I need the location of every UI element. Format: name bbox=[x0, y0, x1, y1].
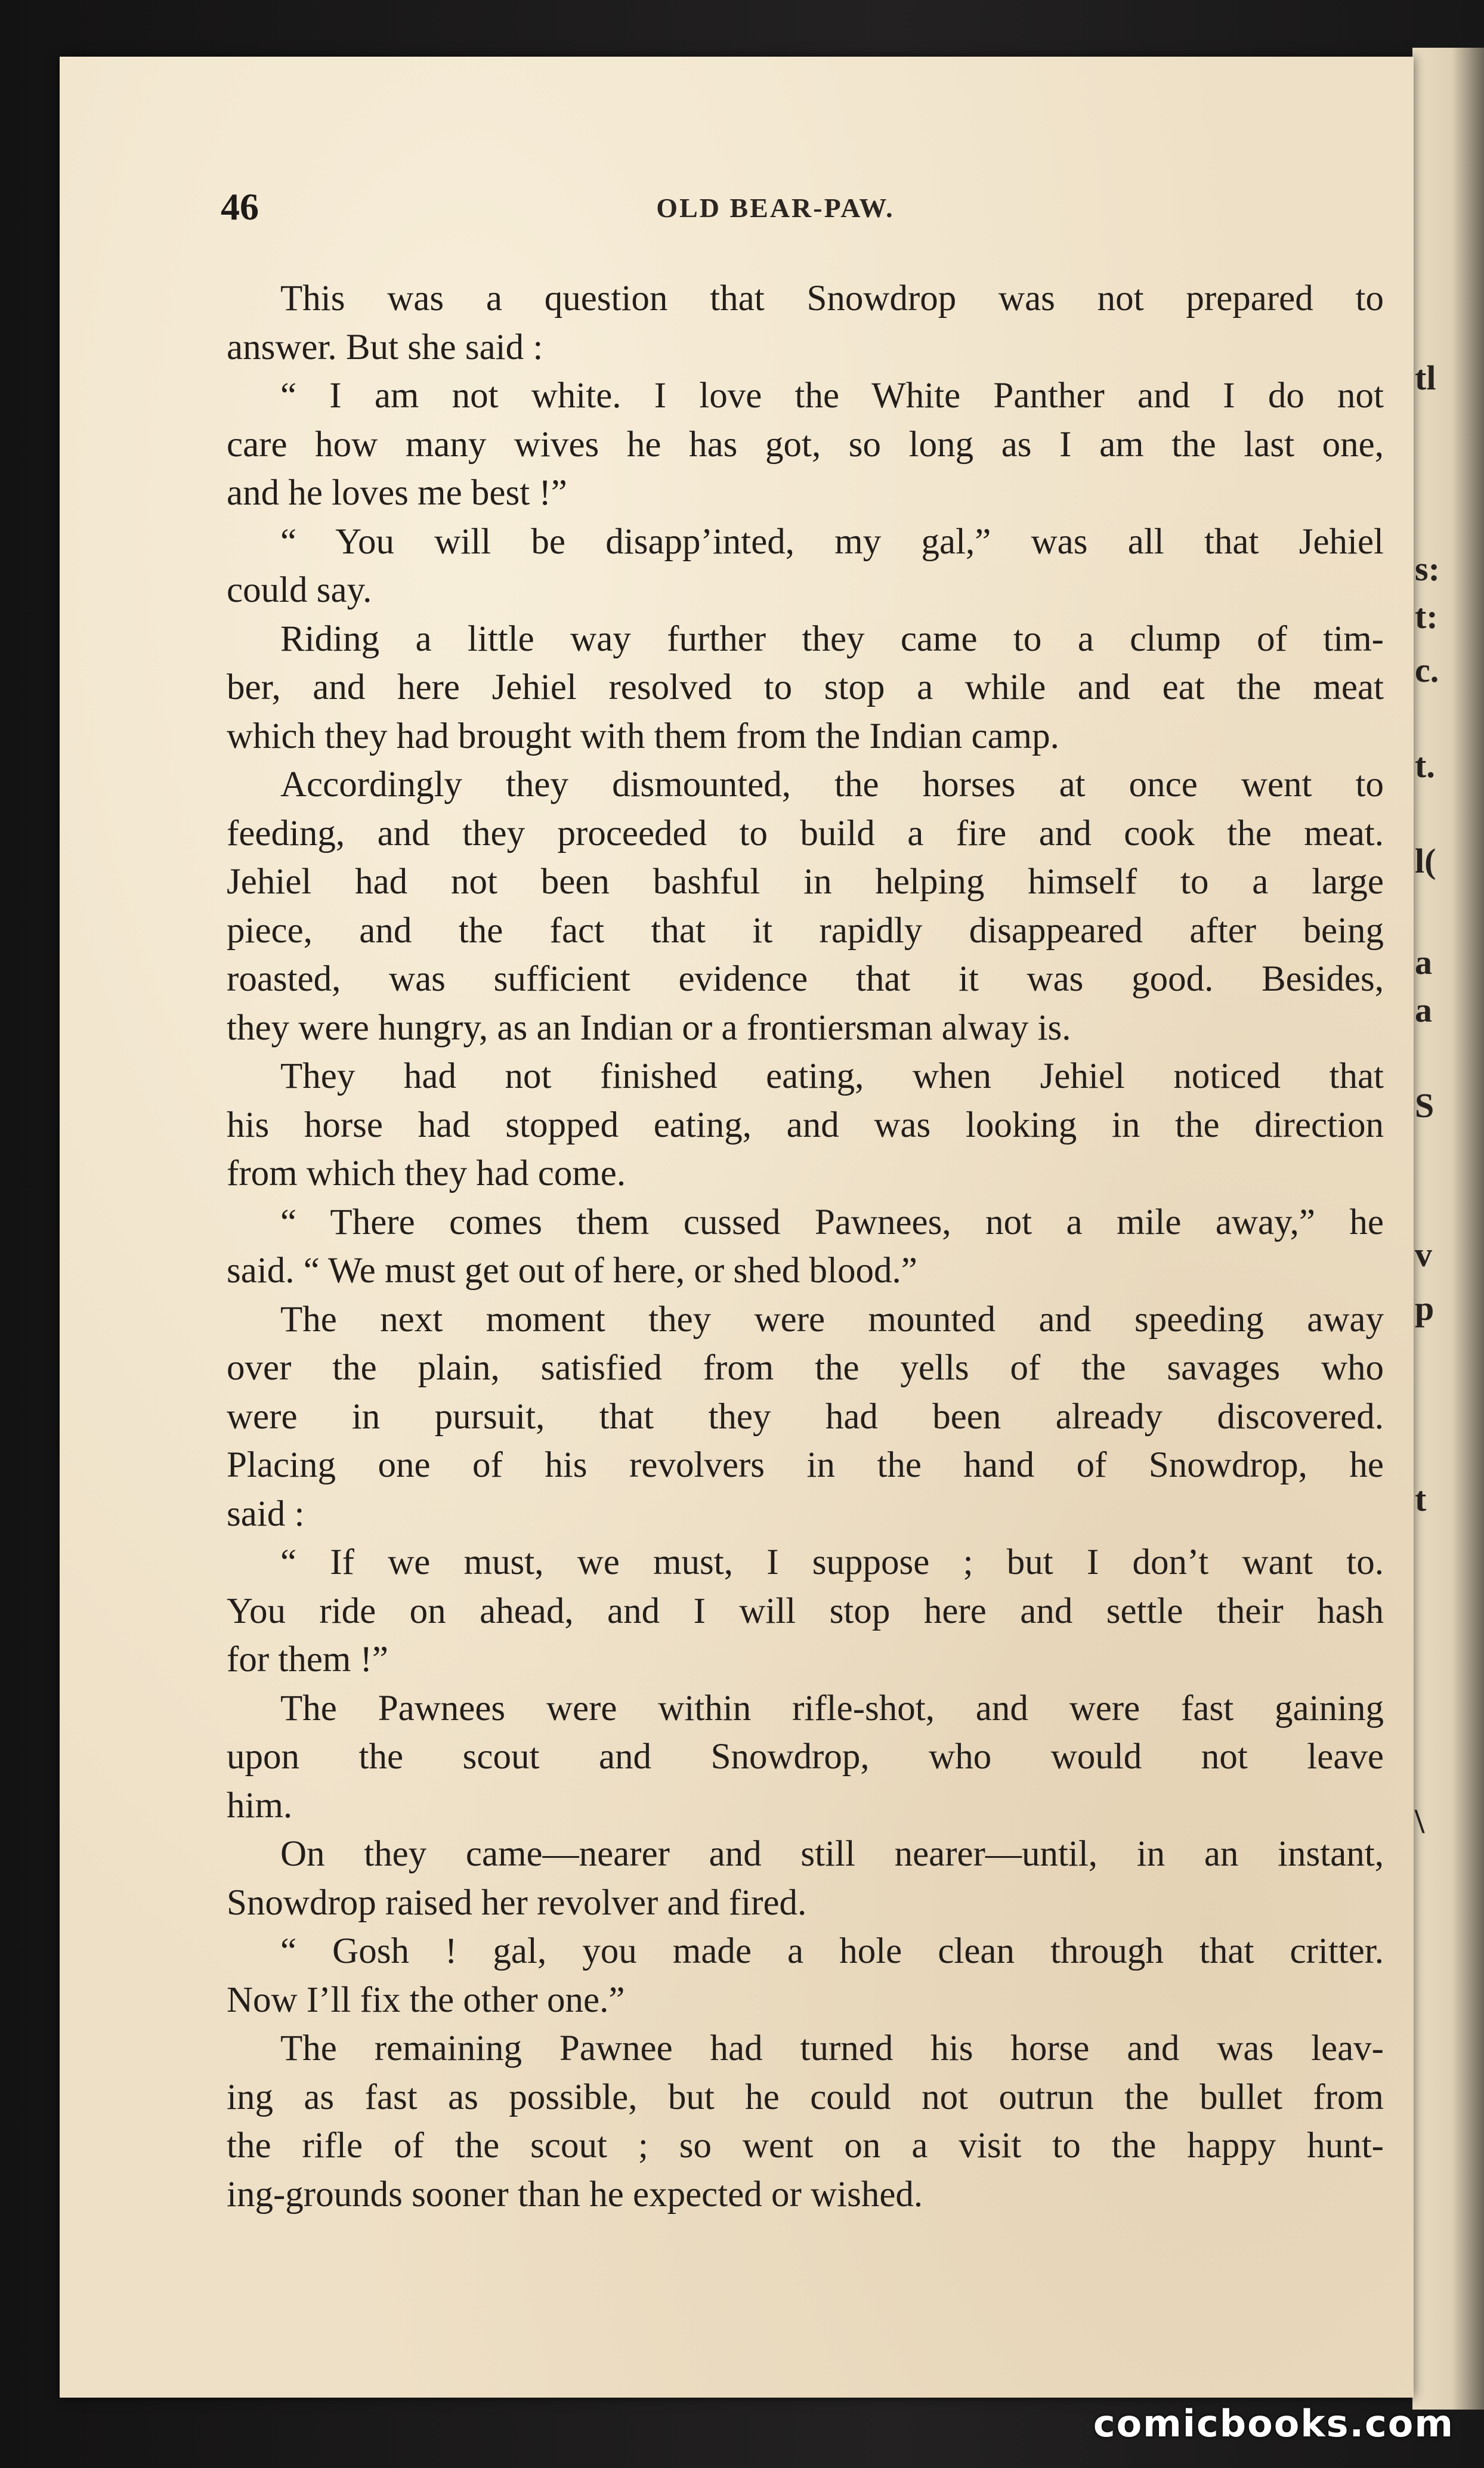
facing-page-fragment: t bbox=[1415, 1480, 1427, 1518]
text-line: “ If we must, we must, I suppose ; but I don’t want to. bbox=[280, 1542, 1384, 1582]
text-line: piece, and the fact that it rapidly disappeared after being bbox=[227, 910, 1384, 951]
text-line: They had not finished eating, when Jehiel noticed that bbox=[280, 1056, 1384, 1096]
text-line: You ride on ahead, and I will stop here and settle their hash bbox=[227, 1591, 1384, 1631]
text-line: “ There comes them cussed Pawnees, not a mile away,” he bbox=[280, 1202, 1384, 1242]
watermark: comicbooks.com bbox=[1093, 2402, 1454, 2445]
text-line: roasted, was sufficient evidence that it was good. Besides, bbox=[227, 959, 1384, 999]
text-line: care how many wives he has got, so long as I am the last one, bbox=[227, 424, 1384, 465]
facing-page-fragment: v bbox=[1415, 1235, 1432, 1274]
text-line: from which they had come. bbox=[227, 1153, 626, 1193]
text-line: the rifle of the scout ; so went on a visit to the happy hunt- bbox=[227, 2126, 1384, 2166]
text-line: answer. But she said : bbox=[227, 327, 543, 367]
body-text bbox=[227, 274, 1384, 2219]
text-line: This was a question that Snowdrop was not prepared to bbox=[280, 279, 1384, 318]
facing-page-fragment: tl bbox=[1415, 358, 1436, 397]
facing-page-fragment: t. bbox=[1415, 746, 1435, 785]
text-line: said. “ We must get out of here, or shed blood.” bbox=[227, 1251, 917, 1291]
facing-page-fragment: p bbox=[1415, 1289, 1434, 1328]
text-line: The Pawnees were within rifle-shot, and were fast gaining bbox=[280, 1688, 1384, 1728]
facing-page-fragment: t: bbox=[1415, 597, 1438, 636]
text-line: him. bbox=[227, 1785, 293, 1826]
text-line: ing-grounds sooner than he expected or wished. bbox=[227, 2174, 923, 2215]
text-line: The remaining Pawnee had turned his horse and was leav- bbox=[280, 2028, 1384, 2068]
running-title: OLD BEAR-PAW. bbox=[656, 193, 895, 223]
text-line: On they came—nearer and still nearer—until, in an instant, bbox=[280, 1834, 1384, 1874]
facing-page-fragment: c. bbox=[1415, 651, 1439, 689]
facing-page-fragment: l( bbox=[1415, 842, 1436, 880]
text-line: Snowdrop raised her revolver and fired. bbox=[227, 1882, 807, 1923]
facing-page-fragment: \ bbox=[1415, 1802, 1425, 1841]
text-line: were in pursuit, that they had been already discovered. bbox=[227, 1396, 1384, 1437]
text-line: feeding, and they proceeded to build a fire and cook the meat. bbox=[227, 813, 1384, 853]
text-line: said : bbox=[227, 1493, 305, 1534]
facing-page-edge bbox=[1412, 48, 1484, 2410]
text-line: and he loves me best !” bbox=[227, 473, 567, 513]
text-line: ing as fast as possible, but he could not outrun the bullet from bbox=[227, 2077, 1384, 2117]
text-line: “ I am not white. I love the White Panther and I do not bbox=[280, 376, 1384, 416]
text-line: The next moment they were mounted and speeding away bbox=[280, 1299, 1384, 1340]
text-line: Accordingly they dismounted, the horses at once went to bbox=[280, 765, 1384, 805]
facing-page-fragment: a bbox=[1415, 943, 1432, 982]
facing-page-fragment: a bbox=[1415, 991, 1432, 1029]
text-line: ber, and here Jehiel resolved to stop a while and eat the meat bbox=[227, 667, 1384, 707]
text-line: could say. bbox=[227, 570, 372, 610]
facing-page-fragment: S bbox=[1415, 1086, 1434, 1125]
text-line: for them !” bbox=[227, 1640, 388, 1680]
page-number: 46 bbox=[221, 185, 259, 228]
text-line: Riding a little way further they came to a clump of tim- bbox=[280, 618, 1384, 659]
text-line: over the plain, satisfied from the yells of the savages who bbox=[227, 1348, 1384, 1388]
text-line: his horse had stopped eating, and was looking in the direction bbox=[227, 1105, 1384, 1145]
text-line: which they had brought with them from the Indian camp. bbox=[227, 716, 1059, 756]
text-line: Now I’ll fix the other one.” bbox=[227, 1980, 625, 2020]
facing-page-fragment: s: bbox=[1415, 549, 1440, 588]
text-line: Jehiel had not been bashful in helping himself to a large bbox=[227, 862, 1384, 902]
text-line: upon the scout and Snowdrop, who would not leave bbox=[227, 1737, 1384, 1777]
text-line: Placing one of his revolvers in the hand of Snowdrop, he bbox=[227, 1445, 1384, 1485]
text-line: “ You will be disapp’inted, my gal,” was all that Jehiel bbox=[280, 521, 1384, 562]
text-line: they were hungry, as an Indian or a frontiersman alway is. bbox=[227, 1007, 1071, 1048]
text-line: “ Gosh ! gal, you made a hole clean through that critter. bbox=[280, 1931, 1384, 1971]
page-header bbox=[161, 185, 1390, 239]
